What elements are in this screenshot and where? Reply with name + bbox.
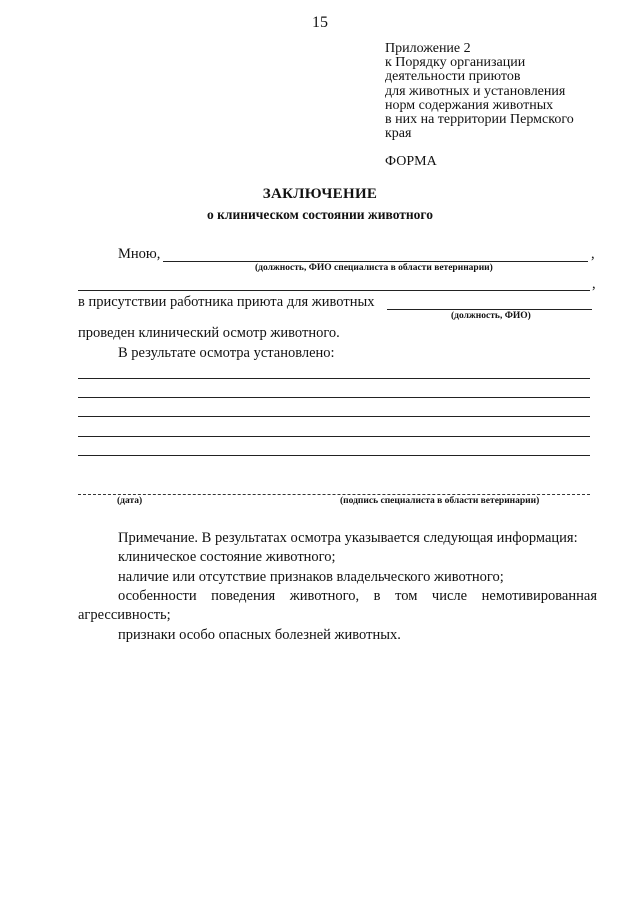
note-word: немотивированная — [481, 588, 597, 604]
result-label: В результате осмотра установлено: — [118, 345, 335, 361]
result-line[interactable] — [78, 436, 590, 437]
by-me-label: Мною, — [118, 246, 161, 262]
note-item-continuation: агрессивность; — [78, 607, 171, 623]
note-intro: Примечание. В результатах осмотра указывается следующая информация: — [118, 530, 578, 546]
appendix-line: для животных и установления — [385, 83, 566, 99]
appendix-line: Приложение 2 — [385, 41, 471, 56]
document-subtitle: о клиническом состоянии животного — [207, 207, 433, 222]
comma: , — [591, 246, 595, 262]
result-line[interactable] — [78, 416, 590, 417]
result-line[interactable] — [78, 455, 590, 456]
appendix-line: в них на территории Пермского — [385, 112, 574, 128]
appendix-line: деятельности приютов — [385, 69, 521, 85]
appendix-line: норм содержания животных — [385, 97, 554, 113]
exam-done-text: проведен клинический осмотр животного. — [78, 325, 340, 341]
appendix-line: края — [385, 126, 412, 142]
specialist-name-field[interactable] — [163, 261, 588, 262]
note-word: в — [373, 588, 381, 604]
form-label: ФОРМА — [385, 154, 437, 169]
note-word: особенности — [118, 588, 197, 604]
comma: , — [592, 276, 596, 292]
note-word: поведения — [211, 588, 276, 604]
worker-name-field[interactable] — [387, 309, 592, 310]
page-number: 15 — [312, 14, 328, 31]
note-item: признаки особо опасных болезней животных. — [118, 627, 401, 643]
date-caption: (дата) — [117, 496, 143, 506]
date-signature-line[interactable] — [78, 494, 590, 495]
result-line[interactable] — [78, 397, 590, 398]
appendix-header — [385, 42, 574, 141]
note-item: клиническое состояние животного; — [118, 549, 336, 565]
appendix-line: к Порядку организации — [385, 55, 526, 71]
worker-caption: (должность, ФИО) — [451, 311, 531, 321]
note-item-justified — [118, 588, 597, 605]
signature-caption: (подпись специалиста в области ветеринарии) — [340, 496, 540, 506]
presence-label: в присутствии работника приюта для животных — [78, 294, 375, 310]
result-line[interactable] — [78, 378, 590, 379]
document-title: ЗАКЛЮЧЕНИЕ — [262, 186, 378, 202]
note-item: наличие или отсутствие признаков владельческого животного; — [118, 569, 504, 585]
note-word: том — [395, 588, 418, 604]
note-word: животного, — [289, 588, 360, 604]
specialist-continuation-field[interactable] — [78, 290, 590, 291]
specialist-caption: (должность, ФИО специалиста в области ветеринарии) — [255, 263, 493, 273]
note-word: числе — [431, 588, 468, 604]
